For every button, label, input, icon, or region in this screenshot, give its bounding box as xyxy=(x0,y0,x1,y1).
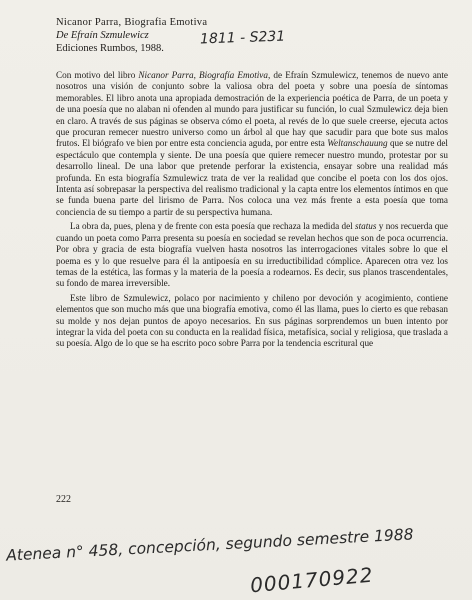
paragraph-1-text-b: , de Efraín Szmulewicz, tenemos de nuevo ante nosotros una visión de conjunto sobre la valiosa obra del poeta y sobre una poesía de síntomas memorables. El libro anota una apropiada demostración de la experiencia poética de Parra, de un poeta y de una poesía que no alaban ni ofenden al mundo para justificar su función, lo cual Szmulewicz deja bien en claro. A través de sus páginas se observa cómo el poeta, al revés de lo que suele creerse, ejecuta actos que procuran remecer nuestro universo como un árbol al que hay que sacudir para que bote sus malos frutos. El biógrafo ve bien por entre esta conciencia aguda, por entre esta xyxy=(56,70,448,149)
review-body xyxy=(56,70,448,350)
paragraph-3: Este libro de Szmulewicz, polaco por nacimiento y chileno por devoción y acogimiento, contiene elementos que son mucho más que una biografía emotiva, como él las llama, pues lo cierto es que rebasan su molde y nos dejan puntos de apoyo necesarios. En sus páginas sorprendemos un buen intento por integrar la vida del poeta con su conducta en la realidad física, metafísica, social y religiosa, que traslada a su poesía. Algo de lo que se ha escrito poco sobre Parra por la tendencia escritural que xyxy=(56,292,448,349)
book-header xyxy=(56,16,207,55)
paragraph-1-text-a: Con motivo del libro xyxy=(56,70,139,80)
paragraph-1-book-title: Nicanor Parra, Biografía Emotiva xyxy=(138,70,268,80)
paragraph-1-term: Weltanschauung xyxy=(327,138,388,149)
handwritten-margin-note: 1811 - S231 xyxy=(199,28,286,48)
paragraph-2-term: status xyxy=(355,221,377,232)
author-prefix: De xyxy=(56,30,71,41)
handwritten-citation: Atenea n° 458, concepción, segundo semestre 1988 xyxy=(5,525,414,565)
paragraph-2-text-a: La obra da, pues, plena y de frente con esta poesía que rechaza la medida del xyxy=(70,221,356,232)
publisher-line: Ediciones Rumbos, 1988. xyxy=(56,43,164,54)
paragraph-1-text-c: que se nutre del espectáculo que contempla y siente. De una poesía que quiere remecer nuestro mundo, protestar por su desarrollo lineal. De una labor que pretende perforar la existencia, ensayar sobre una realidad más profunda. En esta biografía Szmulewicz trata de ver la realidad que concibe el poeta con los dos ojos. Intenta así sobrepasar la perspectiva del realismo tradicional y la capta entre los elementos íntimos en que se funda buena parte del lirismo de Parra. Nos coloca una vez más frente a esta poesía que toma conciencia de su tiempo a partir de su perspectiva humana. xyxy=(56,138,448,217)
paragraph-1 xyxy=(56,70,448,218)
page-number: 222 xyxy=(56,494,71,505)
author-name: Efraín Szmulewicz xyxy=(70,30,149,41)
paragraph-2-text-b: y nos recuerda que cuando un poeta como Parra presenta su poesía en sociedad se revelan hechos que son de poca ocurrencia. Por obra y gracia de esta biografía vuelven hasta nosotros las interrogaciones vitales sobre lo que el poema es y lo que resuelve para él la antipoesía en su irreductibilidad cómplice. Aparecen otra vez los temas de la estética, las formas y la materia de la poesía a rodearnos. Es decir, sus planos trascendentales, su fondo de marea irreversible. xyxy=(56,221,448,289)
handwritten-catalog-id: 000170922 xyxy=(249,562,375,598)
paragraph-2 xyxy=(56,221,448,289)
book-author-line xyxy=(56,29,207,42)
book-title: Nicanor Parra, Biografia Emotiva xyxy=(56,17,208,28)
